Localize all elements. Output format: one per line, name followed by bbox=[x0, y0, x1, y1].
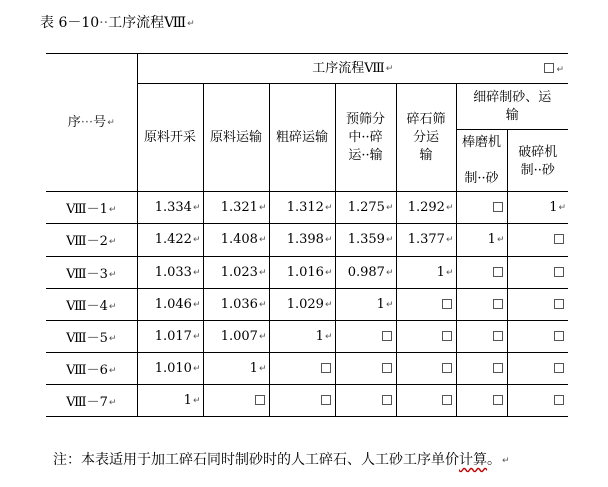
col-header-coarse-crush: 粗碎运输 bbox=[269, 84, 335, 192]
paragraph-mark-icon: ↵ bbox=[192, 363, 201, 374]
cell-value: 1.422 bbox=[154, 232, 192, 248]
cell-value: 1 bbox=[315, 328, 324, 344]
paragraph-mark-icon: ↵ bbox=[108, 301, 117, 312]
paragraph-mark-icon: ↵ bbox=[385, 235, 394, 246]
paragraph-mark-icon: ↵ bbox=[108, 237, 117, 248]
empty-cell-box-icon bbox=[493, 363, 503, 373]
table-cell bbox=[456, 192, 507, 224]
cell-value: 1.033 bbox=[154, 264, 192, 280]
table-row bbox=[46, 320, 568, 352]
table-cell bbox=[137, 256, 203, 288]
paragraph-mark-icon: ↵ bbox=[324, 267, 333, 278]
row-id-cell bbox=[46, 224, 137, 256]
paragraph-mark-icon: ↵ bbox=[192, 299, 201, 310]
table-cell bbox=[396, 352, 456, 384]
table-cell bbox=[507, 224, 568, 256]
table-cell bbox=[507, 192, 568, 224]
cell-value: 1.321 bbox=[220, 200, 258, 216]
row-id-cell bbox=[46, 192, 137, 224]
fine-crush-group-header bbox=[456, 84, 568, 130]
cell-value: 1 bbox=[436, 264, 445, 280]
row-id: Ⅷ－2 bbox=[66, 234, 108, 250]
empty-cell-box-icon bbox=[442, 331, 452, 341]
cell-value: 1.275 bbox=[347, 200, 385, 216]
table-cell bbox=[507, 384, 568, 416]
table-cell bbox=[396, 224, 456, 256]
cell-value: 1.046 bbox=[154, 296, 192, 312]
seq-header-sep: ··· bbox=[80, 114, 94, 130]
empty-cell-box-icon bbox=[321, 363, 331, 373]
paragraph-mark-icon: ↵ bbox=[445, 203, 454, 214]
table-cell bbox=[456, 320, 507, 352]
paragraph-mark-icon: ↵ bbox=[258, 203, 267, 214]
paragraph-mark-icon: ↵ bbox=[324, 299, 333, 310]
table-row bbox=[46, 288, 568, 320]
table-cell bbox=[507, 256, 568, 288]
empty-cell-box-icon bbox=[493, 299, 503, 309]
table-cell bbox=[269, 256, 335, 288]
cell-value: 1 bbox=[549, 200, 558, 216]
cell-value: 1.312 bbox=[286, 200, 324, 216]
col-header-crusher: 破碎机 制··砂 bbox=[507, 130, 568, 192]
cell-value: 1 bbox=[487, 232, 496, 248]
table-cell bbox=[507, 352, 568, 384]
paragraph-mark-icon: ↵ bbox=[108, 365, 117, 376]
cell-value: 1.017 bbox=[154, 328, 192, 344]
empty-cell-box-icon bbox=[554, 267, 564, 277]
row-id: Ⅷ－7 bbox=[66, 394, 108, 410]
table-cell bbox=[269, 320, 335, 352]
table-cell bbox=[335, 192, 396, 224]
cell-value: 1.010 bbox=[154, 360, 192, 376]
table-cell bbox=[269, 224, 335, 256]
empty-cell-box-icon bbox=[382, 331, 392, 341]
table-cell bbox=[137, 320, 203, 352]
table-row bbox=[46, 256, 568, 288]
table-cell bbox=[335, 288, 396, 320]
cell-value: 1.016 bbox=[286, 264, 324, 280]
table-cell bbox=[335, 352, 396, 384]
empty-cell-box-icon bbox=[382, 363, 392, 373]
empty-cell-box-icon bbox=[255, 395, 265, 405]
table-cell bbox=[137, 384, 203, 416]
table-cell bbox=[396, 192, 456, 224]
row-id: Ⅷ－3 bbox=[66, 266, 108, 282]
row-id-cell bbox=[46, 320, 137, 352]
empty-cell-box-icon bbox=[321, 395, 331, 405]
paragraph-mark-icon: ↵ bbox=[108, 333, 117, 344]
seq-header bbox=[46, 54, 137, 192]
cell-value: 1.036 bbox=[220, 296, 258, 312]
table-cell bbox=[269, 192, 335, 224]
process-flow-label: 工序流程Ⅷ bbox=[312, 60, 385, 76]
cell-value: 0.987 bbox=[347, 264, 385, 280]
paragraph-mark-icon: ↵ bbox=[502, 456, 510, 466]
paragraph-mark-icon: ↵ bbox=[385, 63, 394, 74]
table-cell bbox=[203, 352, 269, 384]
table-cell bbox=[137, 192, 203, 224]
table-cell bbox=[203, 224, 269, 256]
seq-header-b: 号 bbox=[93, 114, 107, 130]
paragraph-mark-icon: ↵ bbox=[258, 299, 267, 310]
table-cell bbox=[456, 288, 507, 320]
paragraph-mark-icon: ↵ bbox=[258, 331, 267, 342]
fine-crush-label-line2: 输 bbox=[505, 107, 519, 123]
cell-value: 1.029 bbox=[286, 296, 324, 312]
paragraph-mark-icon: ↵ bbox=[496, 235, 505, 246]
process-flow-header bbox=[137, 54, 568, 84]
col-header-pre-screen: 预筛分 中··碎 运··输 bbox=[335, 84, 396, 192]
table-cell bbox=[456, 224, 507, 256]
table-cell bbox=[335, 320, 396, 352]
process-unit-price-table bbox=[46, 53, 568, 417]
cell-value: 1.334 bbox=[154, 200, 192, 216]
table-cell bbox=[456, 256, 507, 288]
table-cell bbox=[203, 192, 269, 224]
cell-value: 1.408 bbox=[220, 232, 258, 248]
paragraph-mark-icon: ↵ bbox=[445, 267, 454, 278]
cell-value: 1 bbox=[183, 392, 192, 408]
cell-value: 1 bbox=[376, 296, 385, 312]
table-cell bbox=[335, 256, 396, 288]
empty-cell-box-icon bbox=[554, 363, 564, 373]
col-header-gravel-screen: 碎石筛 分运 输 bbox=[396, 84, 456, 192]
footnote-text: 注：本表适用于加工碎石同时制砂时的人工碎石、人工砂工序单价 bbox=[53, 452, 459, 468]
table-cell bbox=[137, 288, 203, 320]
empty-cell-box-icon bbox=[544, 63, 554, 73]
empty-cell-box-icon bbox=[382, 395, 392, 405]
table-cell bbox=[269, 384, 335, 416]
paragraph-mark-icon: ↵ bbox=[192, 267, 201, 278]
row-id: Ⅷ－1 bbox=[66, 202, 108, 218]
table-caption bbox=[40, 14, 195, 33]
col-header-raw-extraction: 原料开采 bbox=[137, 84, 203, 192]
table-row bbox=[46, 384, 568, 416]
row-id-cell bbox=[46, 256, 137, 288]
row-id: Ⅷ－6 bbox=[66, 362, 108, 378]
empty-cell-box-icon bbox=[442, 363, 452, 373]
footnote-end: 。 bbox=[487, 452, 501, 468]
empty-cell-box-icon bbox=[442, 299, 452, 309]
paragraph-mark-icon: ↵ bbox=[324, 235, 333, 246]
table-name: 工序流程Ⅷ bbox=[108, 15, 187, 31]
table-cell bbox=[203, 320, 269, 352]
table-cell bbox=[396, 256, 456, 288]
fine-crush-label-line1: 细碎制砂、运 bbox=[473, 89, 552, 105]
paragraph-mark-icon: ↵ bbox=[385, 267, 394, 278]
empty-cell-box-icon bbox=[554, 234, 564, 244]
empty-cell-box-icon bbox=[493, 267, 503, 277]
table-cell bbox=[203, 384, 269, 416]
empty-cell-box-icon bbox=[493, 395, 503, 405]
empty-cell-box-icon bbox=[554, 299, 564, 309]
table-cell bbox=[396, 288, 456, 320]
paragraph-mark-icon: ↵ bbox=[258, 235, 267, 246]
row-id-cell bbox=[46, 288, 137, 320]
cell-value: 1 bbox=[249, 360, 258, 376]
paragraph-mark-icon: ↵ bbox=[108, 397, 117, 408]
table-cell bbox=[456, 384, 507, 416]
paragraph-mark-icon: ↵ bbox=[258, 267, 267, 278]
cell-value: 1.359 bbox=[347, 232, 385, 248]
paragraph-mark-icon: ↵ bbox=[445, 235, 454, 246]
paragraph-mark-icon: ↵ bbox=[556, 65, 565, 75]
paragraph-mark-icon: ↵ bbox=[192, 331, 201, 342]
paragraph-mark-icon: ↵ bbox=[258, 363, 267, 374]
table-cell bbox=[137, 224, 203, 256]
cell-value: 1.023 bbox=[220, 264, 258, 280]
table-footnote bbox=[53, 451, 510, 470]
table-cell bbox=[203, 256, 269, 288]
table-cell bbox=[507, 320, 568, 352]
seq-header-a: 序 bbox=[67, 114, 81, 130]
empty-cell-box-icon bbox=[442, 395, 452, 405]
cell-value: 1.007 bbox=[220, 328, 258, 344]
empty-cell-box-icon bbox=[493, 202, 503, 212]
table-number: 表 6－10 bbox=[40, 15, 100, 31]
table-cell bbox=[203, 288, 269, 320]
table-cell bbox=[396, 320, 456, 352]
row-id-cell bbox=[46, 384, 137, 416]
title-separator: ·· bbox=[99, 15, 109, 31]
header-row-1 bbox=[46, 54, 568, 84]
table-cell bbox=[137, 352, 203, 384]
row-id-cell bbox=[46, 352, 137, 384]
paragraph-mark-icon: ↵ bbox=[108, 205, 117, 216]
paragraph-mark-icon: ↵ bbox=[192, 235, 201, 246]
empty-cell-box-icon bbox=[554, 331, 564, 341]
cell-value: 1.292 bbox=[407, 200, 445, 216]
empty-cell-box-icon bbox=[493, 331, 503, 341]
paragraph-mark-icon: ↵ bbox=[385, 299, 394, 310]
col-header-rod-mill: 棒磨机 制··砂 bbox=[456, 130, 507, 192]
paragraph-mark-icon: ↵ bbox=[107, 117, 115, 128]
table-row bbox=[46, 224, 568, 256]
col-header-raw-transport: 原料运输 bbox=[203, 84, 269, 192]
paragraph-mark-icon: ↵ bbox=[558, 203, 567, 214]
empty-cell-box-icon bbox=[554, 395, 564, 405]
table-cell bbox=[507, 288, 568, 320]
table-cell bbox=[456, 352, 507, 384]
paragraph-mark-icon: ↵ bbox=[324, 331, 333, 342]
cell-value: 1.398 bbox=[286, 232, 324, 248]
paragraph-mark-icon: ↵ bbox=[192, 203, 201, 214]
row-id: Ⅷ－5 bbox=[66, 330, 108, 346]
row-id: Ⅷ－4 bbox=[66, 298, 108, 314]
table-row bbox=[46, 352, 568, 384]
paragraph-mark-icon: ↵ bbox=[385, 203, 394, 214]
cell-value: 1.377 bbox=[407, 232, 445, 248]
table-cell bbox=[269, 352, 335, 384]
paragraph-mark-icon: ↵ bbox=[187, 19, 195, 29]
paragraph-mark-icon: ↵ bbox=[108, 269, 117, 280]
table-cell bbox=[269, 288, 335, 320]
table-row bbox=[46, 192, 568, 224]
footnote-spellcheck-word: 计算 bbox=[459, 452, 487, 468]
table-cell bbox=[335, 384, 396, 416]
paragraph-mark-icon: ↵ bbox=[192, 395, 201, 406]
table-cell bbox=[396, 384, 456, 416]
table-cell bbox=[335, 224, 396, 256]
paragraph-mark-icon: ↵ bbox=[324, 203, 333, 214]
